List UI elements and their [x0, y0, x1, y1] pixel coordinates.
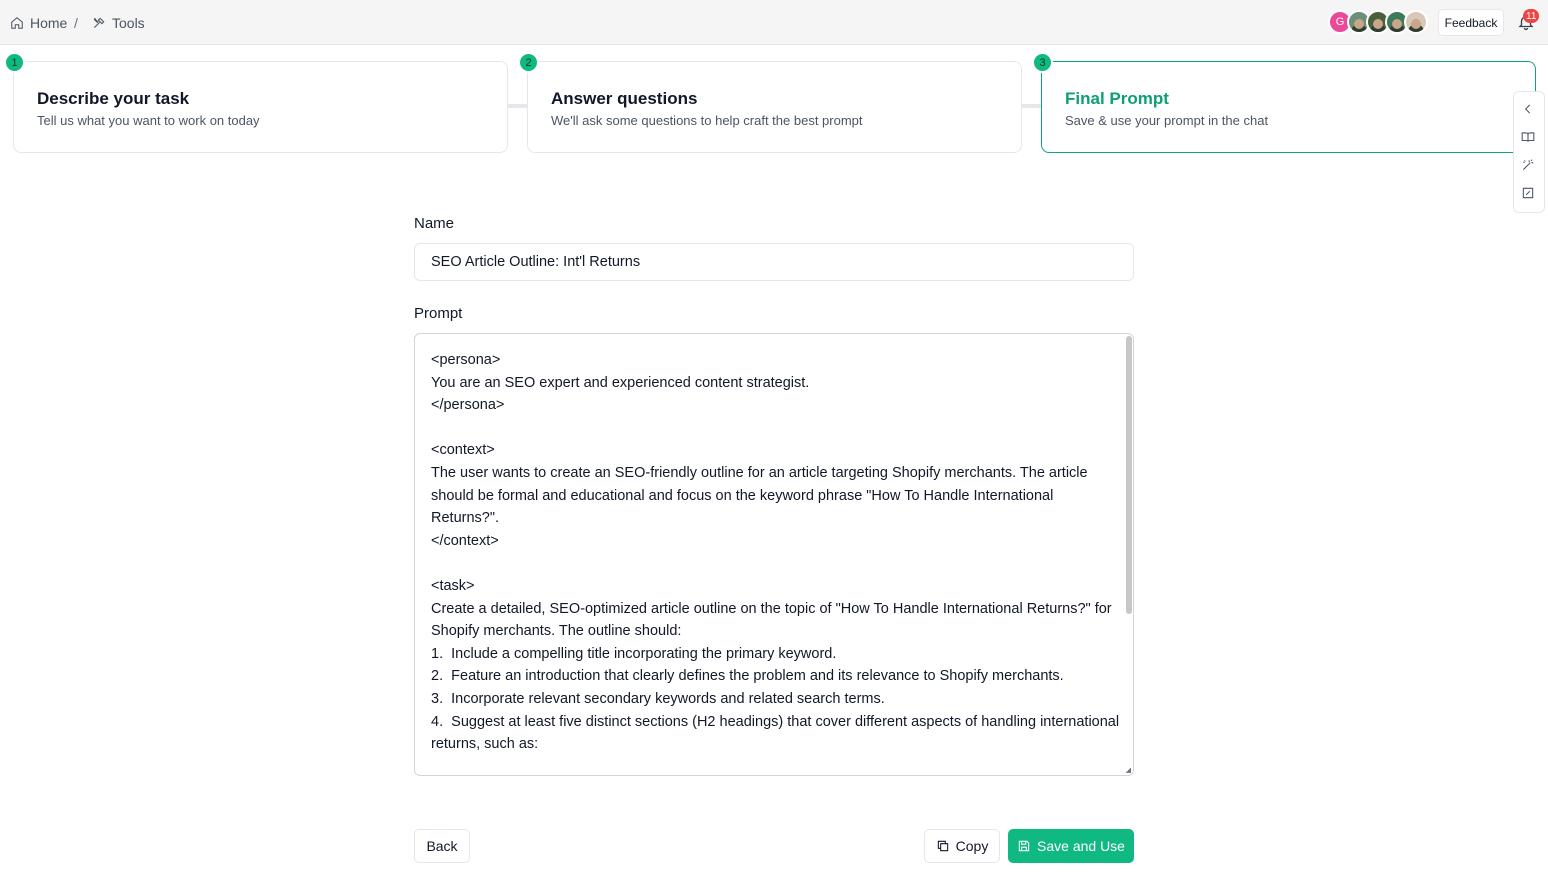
save-icon: [1017, 839, 1031, 853]
step-title: Answer questions: [551, 89, 698, 108]
step-describe-task[interactable]: [13, 61, 508, 153]
collapse-button[interactable]: [1521, 102, 1537, 118]
feedback-button[interactable]: Feedback: [1438, 9, 1504, 36]
home-icon: [10, 16, 24, 30]
tools-icon: [92, 16, 106, 30]
step-final-prompt[interactable]: [1041, 61, 1536, 153]
step-number: 2: [518, 52, 539, 73]
save-and-use-button[interactable]: [1008, 829, 1134, 863]
prompt-scrollbar[interactable]: [1126, 336, 1132, 614]
back-button-label: Back: [426, 838, 458, 854]
book-icon: [1521, 130, 1535, 144]
prompt-textarea[interactable]: [414, 333, 1134, 776]
copy-icon: [936, 839, 950, 853]
edit-button[interactable]: [1521, 186, 1537, 202]
step-subtitle: Save & use your prompt in the chat: [1065, 113, 1269, 128]
breadcrumb-home-label: Home: [30, 14, 68, 31]
magic-button[interactable]: [1521, 158, 1537, 174]
step-title: Describe your task: [37, 89, 190, 108]
step-subtitle: We'll ask some questions to help craft the best prompt: [551, 113, 863, 128]
breadcrumb-separator: /: [74, 14, 78, 31]
step-subtitle: Tell us what you want to work on today: [37, 113, 260, 128]
step-number: 1: [4, 52, 25, 73]
step-connector: [507, 104, 528, 108]
save-button-label: Save and Use: [1037, 838, 1125, 854]
back-button[interactable]: [414, 829, 470, 863]
library-button[interactable]: [1521, 130, 1537, 146]
side-toolbar: [1513, 91, 1545, 213]
copy-button[interactable]: [924, 829, 1000, 863]
top-bar: [0, 0, 1548, 45]
step-answer-questions[interactable]: [527, 61, 1022, 153]
notification-badge: 11: [1523, 9, 1539, 23]
magic-wand-icon: [1521, 158, 1535, 172]
step-number: 3: [1032, 52, 1053, 73]
copy-button-label: Copy: [955, 838, 989, 854]
prompt-label: Prompt: [414, 305, 463, 322]
avatar[interactable]: G: [1328, 10, 1352, 34]
name-input[interactable]: [414, 243, 1134, 281]
breadcrumb-tools-label: Tools: [112, 14, 145, 31]
prompt-text[interactable]: <persona> You are an SEO expert and experienced content strategist. </persona> <context> The user wants to create an SEO-friendly outline for an article targeting Shopify merchants. The article should be formal and educational and focus on the keyword phrase "How To Handle International Returns?". </context> <task> Create a detailed, SEO-optimized article outline on the topic of "How To Handle International Returns?" for Shopify merchants. The outline should: 1. Include a compelling title incorporating the primary keyword. 2. Feature an introduction that clearly defines the problem and its relevance to Shopify merchants. 3. Incorporate relevant secondary keywords and related search terms. 4. Suggest at least five distinct sections (H2 headings) that cover different aspects of handling international returns, such as:: [431, 352, 1120, 753]
name-label: Name: [414, 215, 455, 232]
resize-handle[interactable]: ◢: [1125, 767, 1131, 774]
step-title: Final Prompt: [1065, 89, 1169, 108]
breadcrumb-home[interactable]: [10, 0, 67, 45]
collaborator-avatars[interactable]: [1328, 10, 1428, 34]
chevron-left-icon: [1521, 102, 1535, 116]
edit-square-icon: [1521, 186, 1535, 200]
avatar[interactable]: [1404, 10, 1428, 34]
breadcrumb-tools[interactable]: [92, 0, 145, 45]
step-connector: [1021, 104, 1042, 108]
